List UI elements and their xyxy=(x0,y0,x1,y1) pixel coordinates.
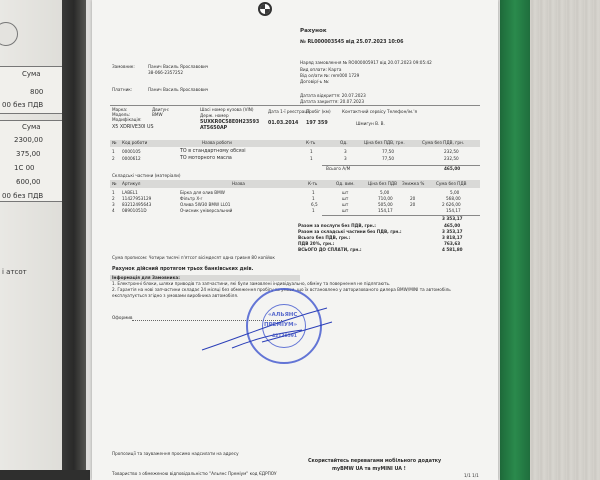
total-label: Разом за складські частини без ПДВ, грн.: xyxy=(298,229,402,234)
agreement: Договір/-ь №: xyxy=(300,79,330,84)
vehicle-brand: BMW xyxy=(152,112,163,117)
cell: 0000612 xyxy=(122,156,141,161)
divider xyxy=(110,105,480,106)
page-number: 1/1 1/1 xyxy=(464,473,479,478)
reg-label: Держ. номер xyxy=(200,113,229,118)
total-label: Разом за послуги без ПДВ, грн.: xyxy=(298,223,376,228)
footer-app-promo: Скористайтесь перевагами мобільного додатку xyxy=(308,459,442,464)
payer-label: Платник: xyxy=(112,87,133,92)
stamp-text: «АЛЬЯНС xyxy=(268,312,298,318)
parts-col-price: Ціна без ПДВ xyxy=(368,181,398,186)
works-total-label: Всього А/М xyxy=(326,166,351,171)
cell: 232,50 xyxy=(444,156,459,161)
mileage-label: Пробіг (км) xyxy=(306,109,331,114)
cell: LABEL1 xyxy=(122,190,138,195)
body-label: Шасі номер кузова (VIN) xyxy=(200,107,254,112)
cell: 154,17 xyxy=(378,208,393,213)
cell: 232,50 xyxy=(444,149,459,154)
customer-label: Замовник: xyxy=(112,64,135,69)
reg-number: AT5650AP xyxy=(200,126,228,131)
footer-company: Товариство з обмеженою відповідальністю "Альянс Преміум" код ЄДРПОУ xyxy=(112,471,277,476)
cell: 3 xyxy=(112,202,115,207)
amount-in-words: Сума прописом: Чотири тисячі п'ятсот вісімдесят одна гривня 80 копійок xyxy=(112,255,275,260)
total-value: 3 353,17 xyxy=(442,229,463,234)
cell: 20 xyxy=(410,196,416,201)
validity-note: Рахунок дійсний протягом трьох банківських днів. xyxy=(112,267,254,272)
date-label: Дата 1-ї реєстрації xyxy=(268,109,310,114)
invoice-title: Рахунок xyxy=(300,28,327,34)
total-label: ПДВ 20%, грн.: xyxy=(298,241,335,246)
cell: Олива 5W30 BMW LL01 xyxy=(180,202,231,207)
parts-col-name: Назва xyxy=(232,181,245,186)
cell: ТО в стандартному обсязі xyxy=(180,149,246,154)
total-value: 763,63 xyxy=(444,241,461,246)
stamp-text: ПРЕМІУМ» xyxy=(264,322,298,328)
works-col-qty: К-ть xyxy=(306,140,316,145)
vehicle-model-label: Модель: xyxy=(112,112,131,117)
customer-name: Панич Василь Ярославович xyxy=(148,64,209,69)
left-cell: 00 без ПДВ xyxy=(2,192,44,200)
green-folder-edge xyxy=(500,0,530,480)
cell: шт xyxy=(342,202,349,207)
close-date: Датата закриття: 20.07.2023 xyxy=(300,99,364,104)
parts-total: 3 353,17 xyxy=(442,216,463,221)
cell: 1 xyxy=(312,208,315,213)
cell: 4 xyxy=(112,208,115,213)
cell: 1 xyxy=(112,149,115,154)
open-date: Датата відкриття: 20.07.2023 xyxy=(300,93,366,98)
total-value: 3 818,17 xyxy=(442,235,463,240)
left-cell: 375,00 xyxy=(16,150,41,158)
left-cell: Сума xyxy=(22,70,41,78)
parts-col-disc: Знижка % xyxy=(402,181,425,186)
works-total-value: 465,00 xyxy=(444,166,461,171)
cell: шт xyxy=(342,208,349,213)
order-line: Наряд замовлення № RO000005917 від 20.07.2023 09:05:42 xyxy=(300,60,432,65)
background-wall xyxy=(530,0,600,480)
info-line: 1. Електронні блоки, шляхи приводів та запчастини, які були замовлені індивідуально, обміну та повернення не підлягають. xyxy=(112,281,391,286)
payment-type: Вид оплати: Карта xyxy=(300,67,342,72)
vehicle-mod-label: Модифікація: xyxy=(112,117,142,122)
cell: ТО моторного масла xyxy=(180,156,232,161)
cell: 568,00 xyxy=(446,196,461,201)
cell: 1 xyxy=(310,149,313,154)
left-cell: 800 xyxy=(30,88,44,96)
grand-total-value: 4 581,80 xyxy=(442,247,463,252)
left-cell: 00 без ПДВ xyxy=(2,101,44,109)
cell: шт xyxy=(342,190,349,195)
left-table-bottom xyxy=(0,120,68,202)
vehicle-model: X5 XDRIVE30I US xyxy=(112,125,154,130)
stamp-text: 42138591 xyxy=(272,334,298,339)
cell: 20 xyxy=(410,202,416,207)
cell: 77,50 xyxy=(382,156,394,161)
parts-col-n: № xyxy=(112,181,117,186)
cell: 2 xyxy=(112,196,115,201)
left-cell: Сума xyxy=(22,123,41,131)
footer-app-name: myBMW UA та myMINI UA ! xyxy=(332,467,406,472)
contact-name: Шмигун В. В. xyxy=(356,121,385,126)
cell: 1 xyxy=(312,190,315,195)
vehicle-brand-label: Марка: xyxy=(112,107,128,112)
cell: Фільтр X-r xyxy=(180,196,203,201)
parts-col-unit: Од. вим. xyxy=(336,181,355,186)
cell: шт xyxy=(342,196,349,201)
grand-total-label: ВСЬОГО ДО СПЛАТИ, грн.: xyxy=(298,247,362,252)
total-value: 465,00 xyxy=(444,223,461,228)
left-cell: 600,00 xyxy=(16,178,41,186)
cell: 1 xyxy=(112,190,115,195)
works-col-code: Код роботи xyxy=(122,140,148,145)
works-col-sum: Сума без ПДВ, грн. xyxy=(422,140,465,145)
left-cell: 1C 00 xyxy=(14,164,35,172)
works-col-unit: Од. xyxy=(340,140,348,145)
footer-text: Пропозиції та зауваження просимо надсилати на адресу xyxy=(112,451,239,456)
customer-phone: 38-066-2357252 xyxy=(148,70,183,75)
parts-header-bg xyxy=(110,180,480,188)
parts-col-code: Артикул xyxy=(122,181,141,186)
info-line: експлуатується згідно з умовами виробника автомобіля. xyxy=(112,293,239,298)
cell: 83212495643 xyxy=(122,202,152,207)
cell: 11427953129 xyxy=(122,196,152,201)
cell: Очисник універсальний xyxy=(180,208,233,213)
works-col-name: Назва роботи xyxy=(202,140,232,145)
cell: 505,00 xyxy=(378,202,393,207)
info-title: Інформація для Замовника: xyxy=(112,275,180,280)
cell: 3 xyxy=(344,149,347,154)
cell: 08901051D xyxy=(122,208,147,213)
total-label: Всього без ПДВ, грн.: xyxy=(298,235,351,240)
mileage-value: 197 359 xyxy=(306,121,328,126)
parts-col-qty: К-ть xyxy=(308,181,318,186)
binder-spine xyxy=(62,0,88,480)
cell: 5,00 xyxy=(450,190,460,195)
left-logo-icon xyxy=(0,22,18,46)
info-line: 2. Гарантія на нові запчастини складає 24 місяці без обмеження пробігу за умови, що їх встановлено у авторизованого дилера BMW/MINI та автомобіль xyxy=(112,287,451,292)
cell: 6,5 xyxy=(311,202,318,207)
cell: 710,00 xyxy=(378,196,393,201)
cell: 154,17 xyxy=(446,208,461,213)
contact-label: Контактний сервісу Телефон/ім.'я xyxy=(342,109,418,114)
works-col-price: Ціна без ПДВ, грн. xyxy=(364,140,405,145)
signed-label: Оформив xyxy=(112,315,133,320)
binder-bottom xyxy=(0,470,90,480)
cell: 2 xyxy=(112,156,115,161)
left-cell: 2300,00 xyxy=(14,136,43,144)
cell: 5,00 xyxy=(380,190,390,195)
cell: 2 626,00 xyxy=(442,202,461,207)
cell: 77,50 xyxy=(382,149,394,154)
date-value: 01.03.2014 xyxy=(268,121,299,126)
cell: 1 xyxy=(310,156,313,161)
cell: 3 xyxy=(344,156,347,161)
payment-account: Від ол/ати №: rem000 1729 xyxy=(300,73,360,78)
left-cell: і атсот xyxy=(2,268,27,276)
bmw-logo-icon xyxy=(258,2,272,16)
payer-name: Панич Василь Ярославович xyxy=(148,87,209,92)
engine-label: Двигун: xyxy=(152,107,170,112)
cell: 1 xyxy=(312,196,315,201)
cell: 0000105 xyxy=(122,149,141,154)
invoice-number: № RL000003545 від 25.07.2023 10:06 xyxy=(300,40,404,45)
invoice-page xyxy=(92,0,498,480)
signature-icon xyxy=(192,290,342,360)
parts-col-sum: Сума без ПДВ xyxy=(436,181,467,186)
parts-caption: Складські частини (матеріали) xyxy=(112,173,181,178)
works-col-n: № xyxy=(112,140,117,145)
cell: Бірка для олив BMW xyxy=(180,190,225,195)
body-vin: 5UXKR0C58E0H23593 xyxy=(200,120,260,125)
